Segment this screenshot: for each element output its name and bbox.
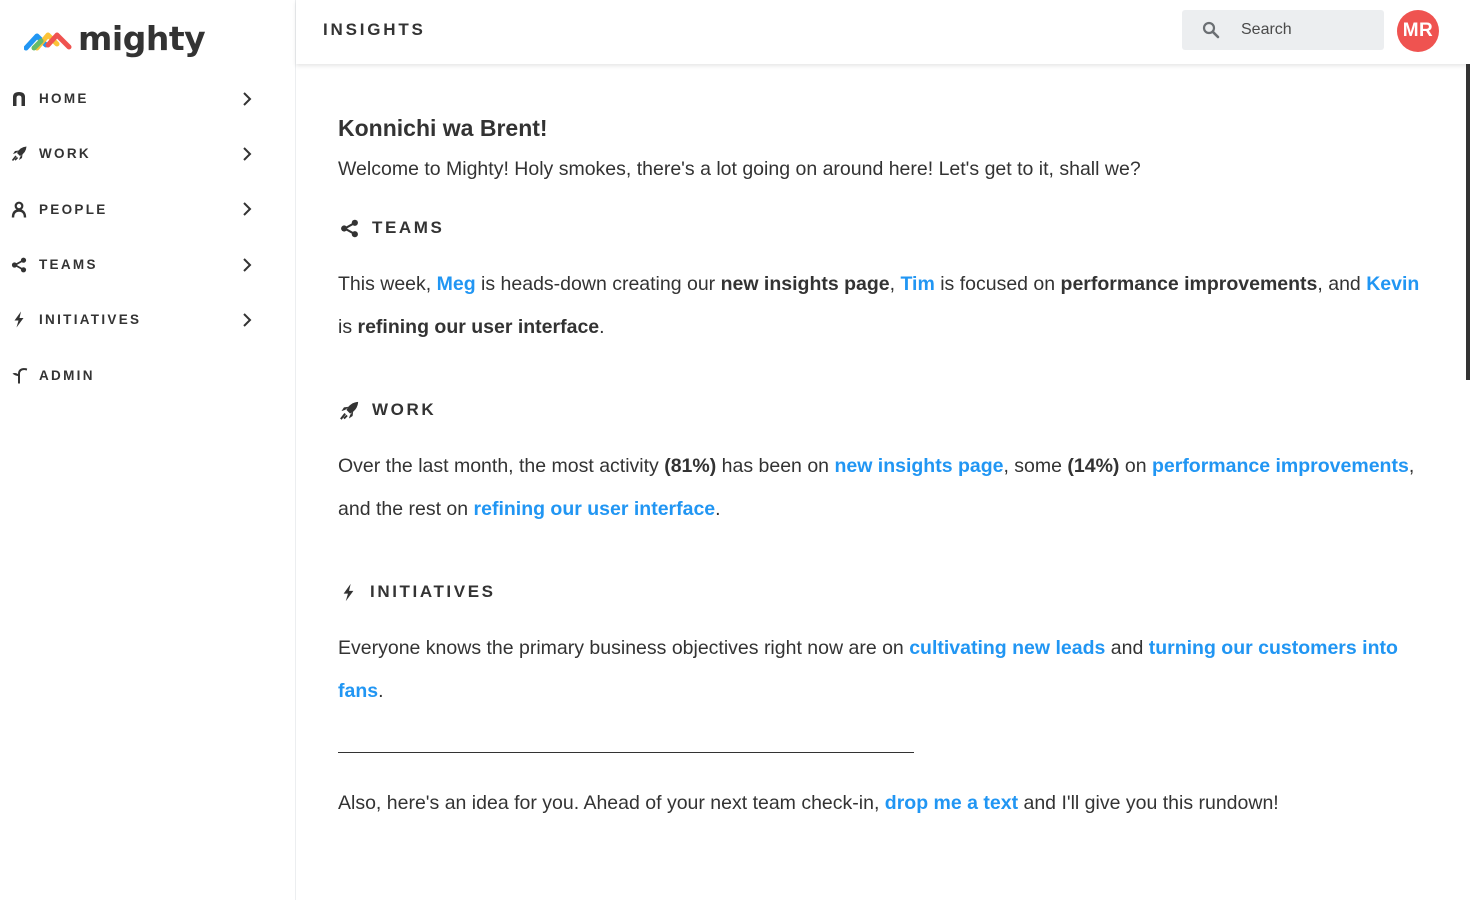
text: Also, here's an idea for you. Ahead of your next team check-in, bbox=[338, 792, 885, 814]
sidebar-item-label: WORK bbox=[39, 146, 91, 162]
rocket-icon bbox=[338, 399, 360, 421]
text: This week, bbox=[338, 273, 437, 295]
greeting: Konnichi wa Brent! bbox=[338, 115, 548, 141]
drop-me-a-text-link[interactable]: drop me a text bbox=[884, 792, 1019, 814]
work-item: refining our user interface bbox=[357, 315, 600, 338]
person-link-meg[interactable]: Meg bbox=[436, 273, 476, 295]
home-icon bbox=[10, 90, 28, 108]
text: , and bbox=[1317, 273, 1367, 295]
person-link-kevin[interactable]: Kevin bbox=[1366, 273, 1420, 295]
bolt-icon bbox=[10, 311, 28, 329]
text: on bbox=[1119, 455, 1152, 477]
work-link[interactable]: performance improvements bbox=[1151, 455, 1409, 477]
sidebar-item-admin[interactable] bbox=[0, 347, 296, 402]
sidebar-item-teams[interactable] bbox=[0, 237, 296, 292]
rocket-icon bbox=[10, 145, 28, 163]
text: is bbox=[338, 315, 358, 338]
teams-summary bbox=[338, 263, 1428, 348]
welcome-text: Welcome to Mighty! Holy smokes, there's a lot going on around here! Let's get to it, shall we? bbox=[338, 158, 1141, 180]
logo-text: mighty bbox=[78, 18, 206, 58]
footer-tip bbox=[338, 782, 1428, 825]
text: , bbox=[889, 273, 901, 295]
text: . bbox=[378, 679, 384, 702]
sidebar-item-home[interactable] bbox=[0, 71, 296, 126]
top-bar bbox=[296, 0, 1470, 64]
sidebar-item-label: PEOPLE bbox=[39, 201, 108, 217]
sprout-icon bbox=[10, 366, 28, 384]
sidebar-item-label: HOME bbox=[39, 91, 89, 107]
person-link-tim[interactable]: Tim bbox=[900, 273, 935, 295]
initiative-link[interactable]: cultivating new leads bbox=[909, 637, 1106, 659]
sidebar-item-label: INITIATIVES bbox=[39, 312, 142, 328]
chevron-right-icon bbox=[240, 91, 254, 107]
search-icon bbox=[1202, 21, 1220, 39]
sidebar-nav bbox=[0, 71, 296, 403]
insights-content bbox=[338, 108, 1428, 825]
text: Everyone knows the primary business objectives right now are on bbox=[338, 637, 910, 659]
text: Over the last month, the most activity bbox=[338, 455, 665, 477]
work-item: performance improvements bbox=[1060, 273, 1318, 295]
window-edge bbox=[1466, 64, 1470, 380]
search-box[interactable] bbox=[1182, 10, 1384, 50]
sidebar-item-people[interactable] bbox=[0, 182, 296, 237]
text: has been on bbox=[716, 455, 835, 477]
text: is heads-down creating our bbox=[475, 273, 721, 295]
text: . bbox=[599, 315, 605, 338]
sidebar-item-label: TEAMS bbox=[39, 257, 98, 273]
work-link[interactable]: refining our user interface bbox=[473, 497, 716, 520]
initiatives-summary bbox=[338, 627, 1428, 712]
work-link[interactable]: new insights page bbox=[834, 455, 1004, 477]
chevron-right-icon bbox=[240, 146, 254, 162]
search-input[interactable] bbox=[1241, 21, 1371, 39]
teams-section-heading bbox=[338, 213, 1428, 243]
section-heading-label: TEAMS bbox=[372, 218, 445, 237]
text: , some bbox=[1003, 455, 1068, 477]
user-avatar[interactable]: MR bbox=[1397, 10, 1439, 52]
chevron-right-icon bbox=[240, 312, 254, 328]
sidebar-item-initiatives[interactable] bbox=[0, 292, 296, 347]
initiatives-section-heading bbox=[338, 577, 1428, 607]
sidebar bbox=[0, 0, 296, 900]
mountains-logo-icon bbox=[24, 29, 72, 51]
section-heading-label: WORK bbox=[372, 400, 437, 419]
divider bbox=[338, 752, 914, 753]
share-icon bbox=[338, 217, 360, 239]
work-summary bbox=[338, 445, 1428, 530]
text: and I'll give you this rundown! bbox=[1018, 792, 1279, 814]
work-section-heading bbox=[338, 395, 1428, 425]
initiative-link[interactable]: turning our customers into fans bbox=[338, 637, 1398, 702]
sidebar-item-work[interactable] bbox=[0, 126, 296, 181]
text: and bbox=[1105, 637, 1149, 659]
sidebar-item-label: ADMIN bbox=[39, 367, 95, 383]
share-icon bbox=[10, 256, 28, 274]
person-icon bbox=[10, 200, 28, 218]
text: . bbox=[715, 497, 721, 520]
text: is focused on bbox=[934, 273, 1061, 295]
chevron-right-icon bbox=[240, 201, 254, 217]
work-item: new insights page bbox=[720, 273, 890, 295]
percent-value: (81%) bbox=[664, 455, 717, 477]
section-heading-label: INITIATIVES bbox=[370, 582, 496, 601]
mighty-logo[interactable] bbox=[24, 18, 205, 62]
bolt-icon bbox=[338, 581, 358, 603]
chevron-right-icon bbox=[240, 257, 254, 273]
text: , and the rest on bbox=[338, 455, 1415, 520]
percent-value: (14%) bbox=[1067, 455, 1120, 477]
page-title: INSIGHTS bbox=[323, 20, 426, 39]
